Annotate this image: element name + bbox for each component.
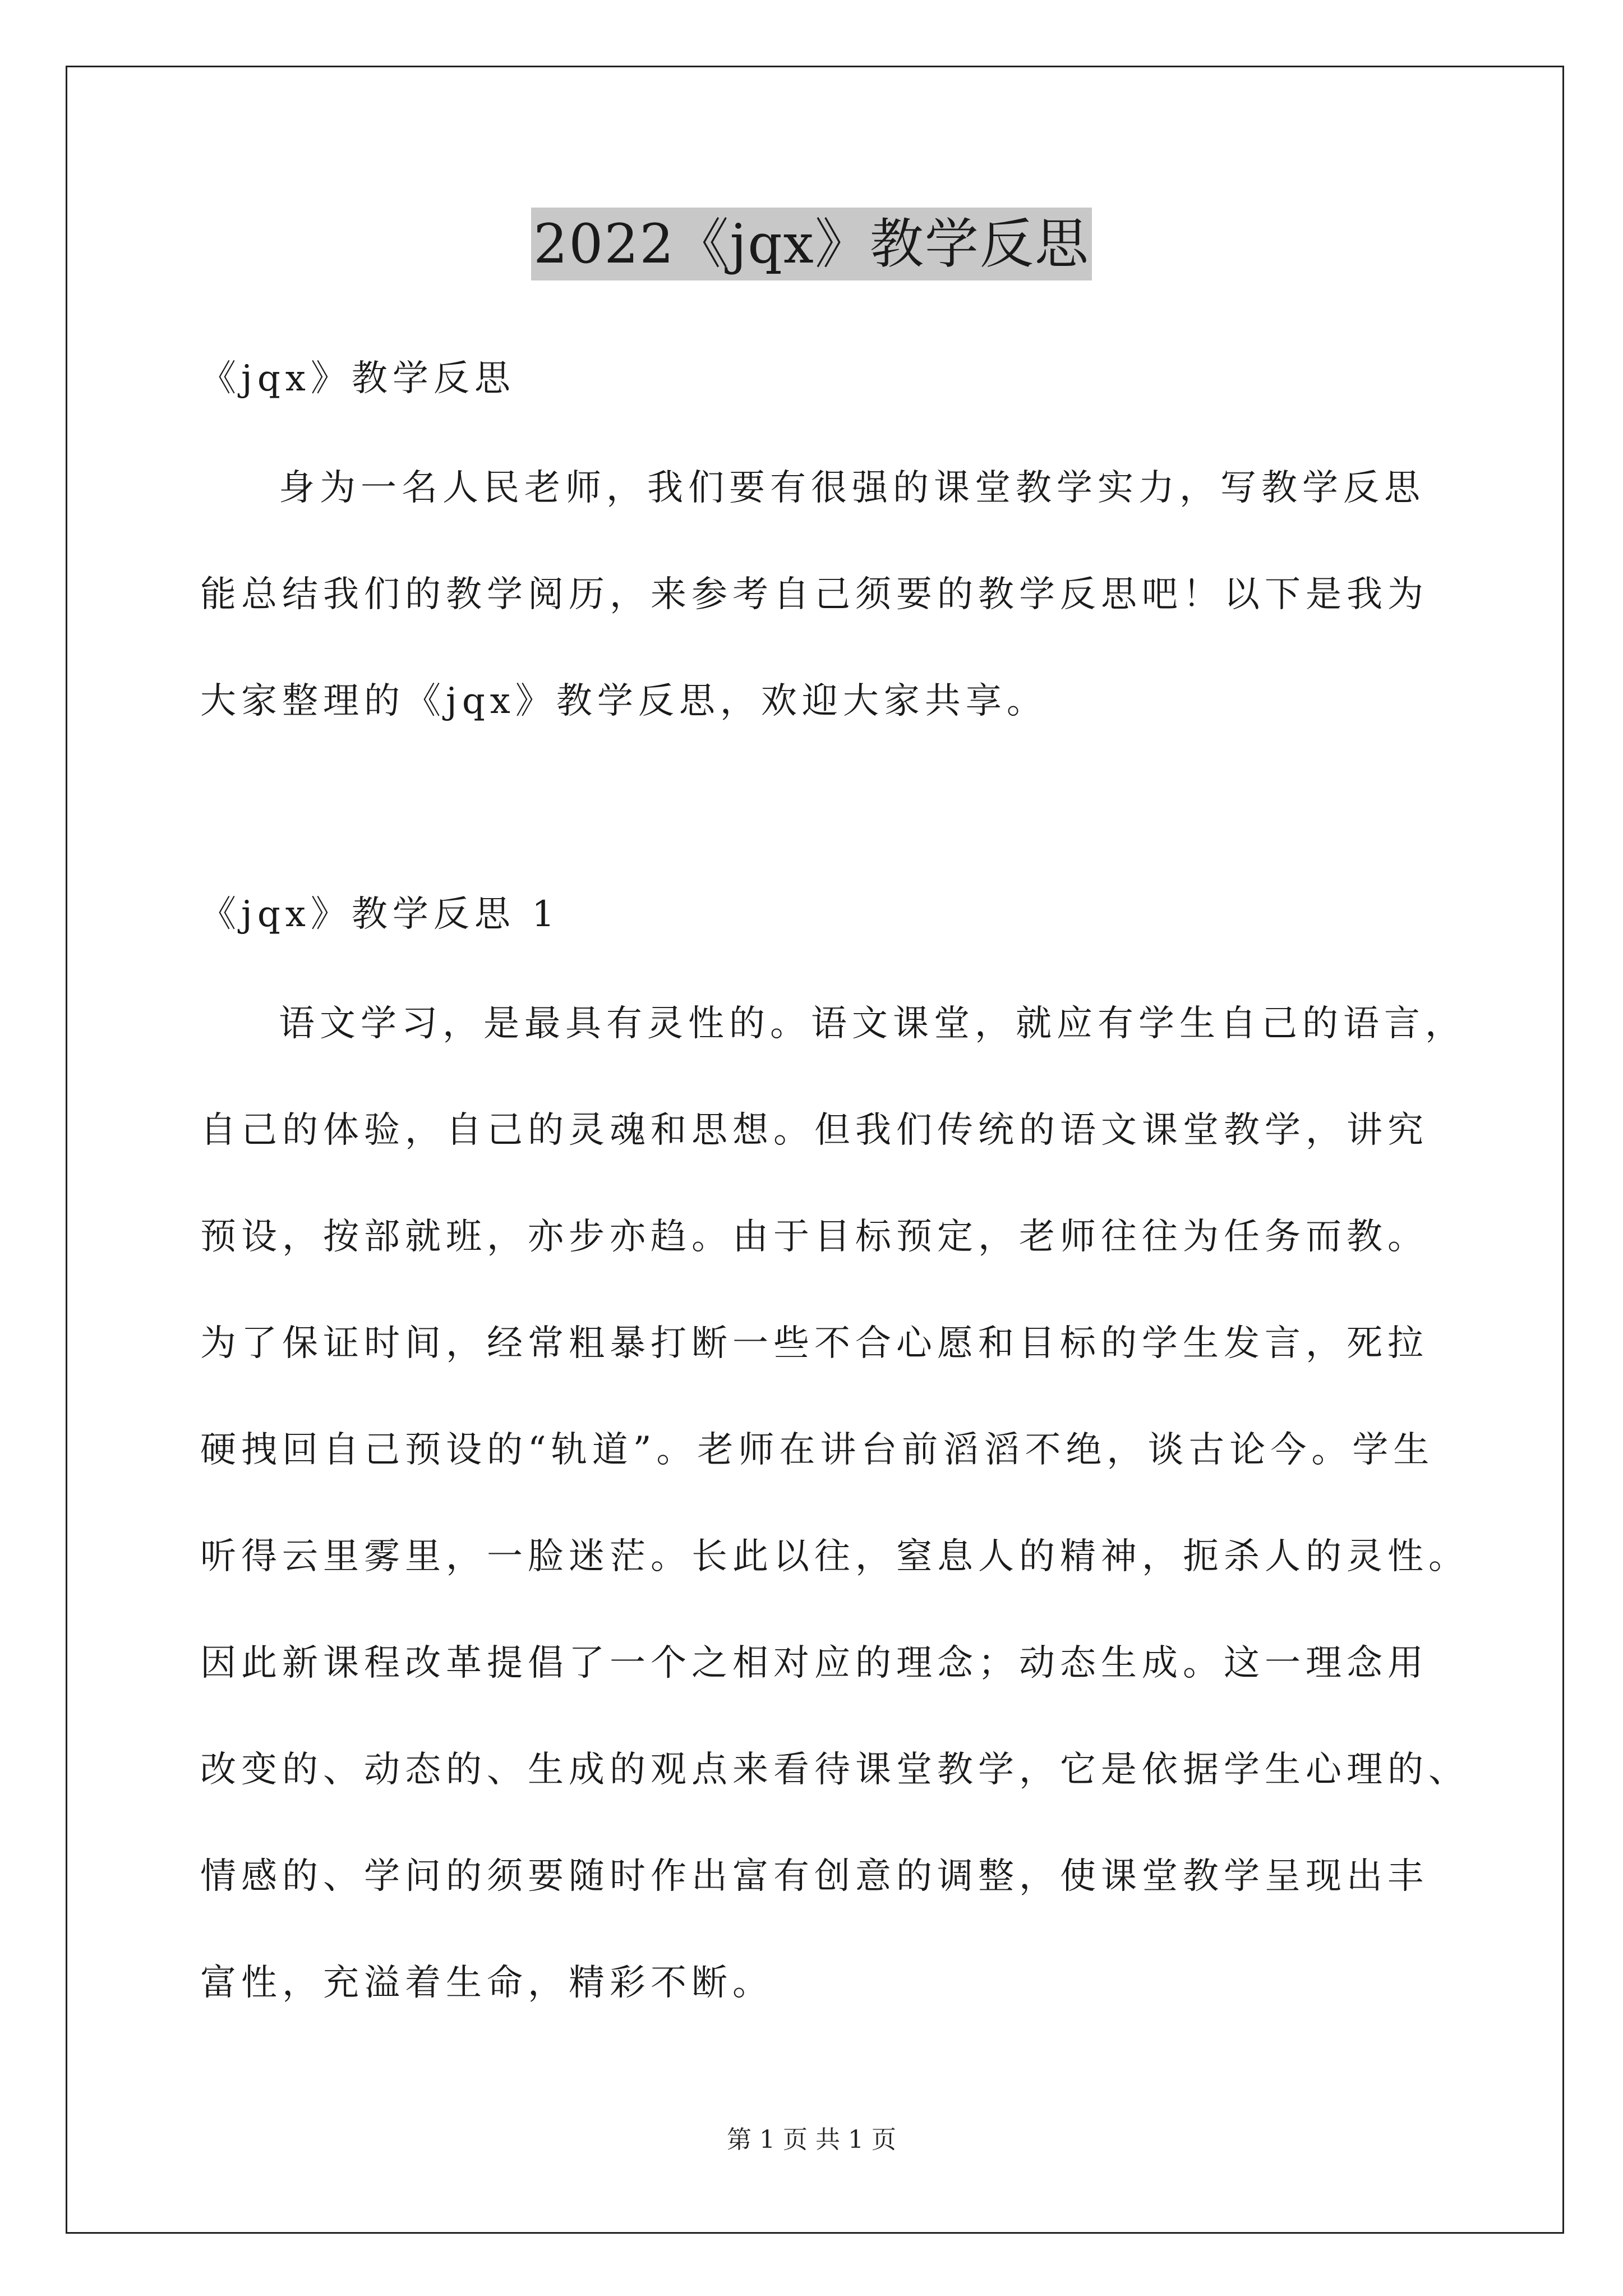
section-line: 因此新课程改革提倡了一个之相对应的理念；动态生成。这一理念用 (200, 1642, 1428, 1684)
section-heading: 《jqx》教学反思 1 (200, 894, 560, 935)
intro-line: 能总结我们的教学阅历，来参考自己须要的教学反思吧！以下是我为 (200, 574, 1428, 615)
section-line: 富性，充溢着生命，精彩不断。 (200, 1962, 773, 2004)
intro-heading: 《jqx》教学反思 (200, 358, 515, 399)
section-line: 预设，按部就班，亦步亦趋。由于目标预定，老师往往为任务而教。 (200, 1216, 1428, 1258)
section-line: 改变的、动态的、生成的观点来看待课堂教学，它是依据学生心理的、 (200, 1749, 1469, 1791)
document-title-text: 2022《jqx》教学反思 (531, 208, 1092, 280)
section-line: 硬拽回自己预设的“轨道”。老师在讲台前滔滔不绝，谈古论今。学生 (200, 1429, 1435, 1471)
page-footer: 第 1 页 共 1 页 (727, 2125, 896, 2154)
section-line: 情感的、学问的须要随时作出富有创意的调整，使课堂教学呈现出丰 (200, 1856, 1428, 1897)
section-line: 语文学习，是最具有灵性的。语文课堂，就应有学生自己的语言， (279, 1003, 1466, 1045)
intro-line: 大家整理的《jqx》教学反思，欢迎大家共享。 (200, 680, 1048, 722)
document-title (0, 208, 1623, 280)
section-line: 为了保证时间，经常粗暴打断一些不合心愿和目标的学生发言，死拉 (200, 1323, 1428, 1364)
intro-line: 身为一名人民老师，我们要有很强的课堂教学实力，写教学反思 (279, 467, 1425, 509)
section-line: 听得云里雾里，一脸迷茫。长此以往，窒息人的精神，扼杀人的灵性。 (200, 1536, 1469, 1577)
section-line: 自己的体验，自己的灵魂和思想。但我们传统的语文课堂教学，讲究 (200, 1110, 1428, 1151)
